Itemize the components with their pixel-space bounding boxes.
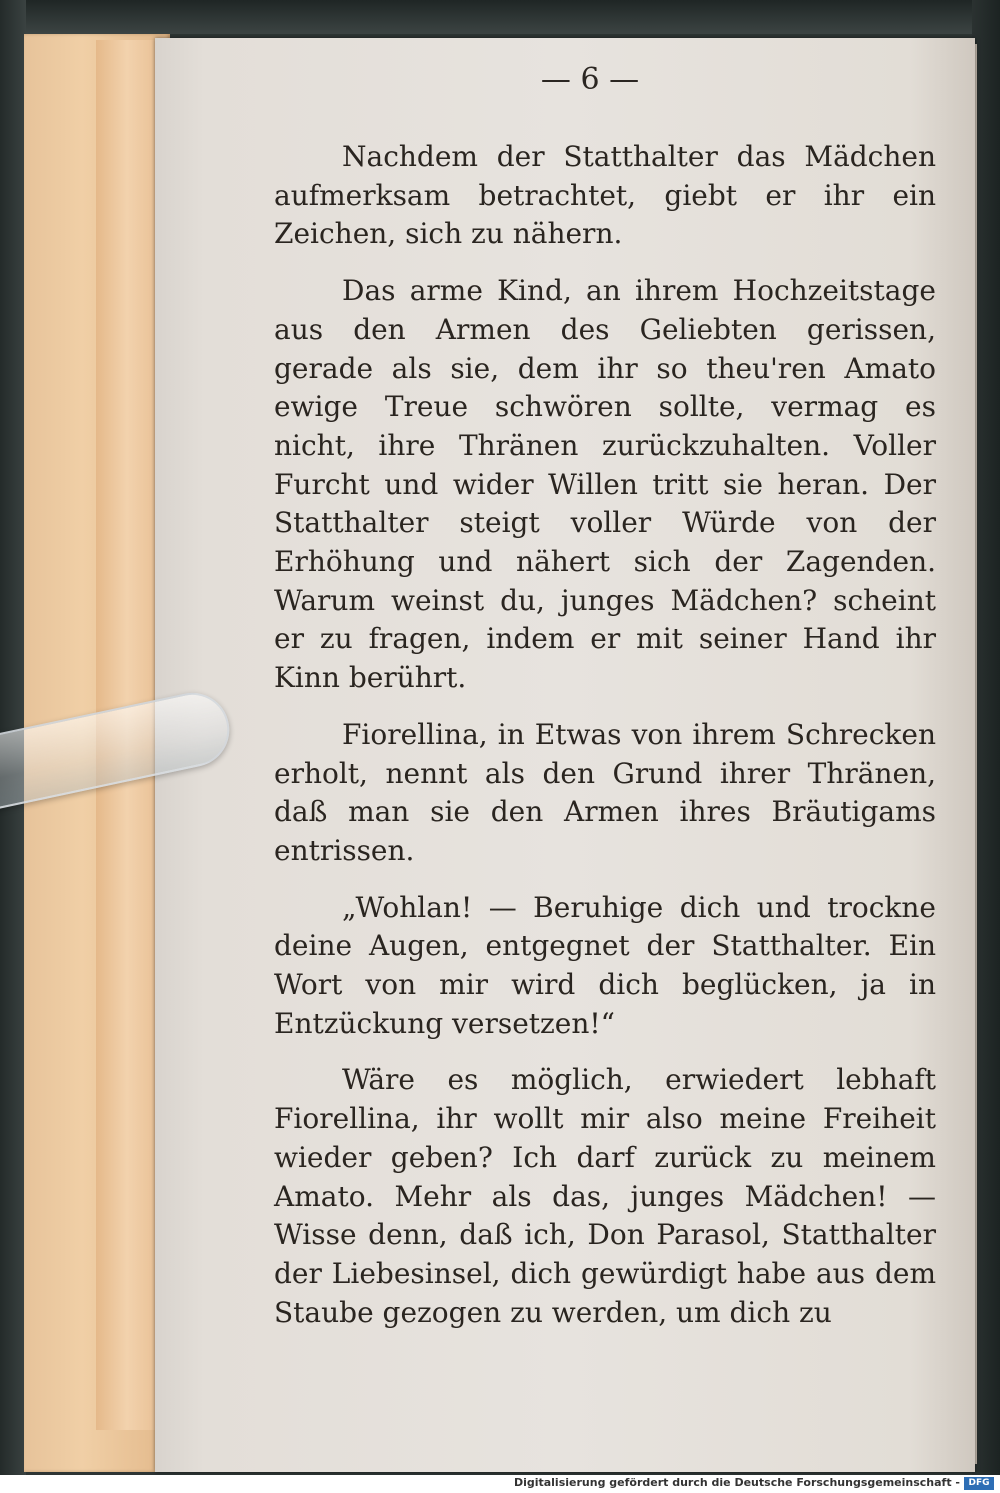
scan-footer <box>0 1475 1000 1493</box>
paragraph-4: „Wohlan! — Beruhige dich und trockne deine Augen, entgegnet der Statthalter. Ein Wort von mir wird dich beglücken, ja in Entzückung versetzen!“ <box>274 890 936 1040</box>
paragraph-3: Fiorellina, in Etwas von ihrem Schrecken erholt, nennt als den Grund ihrer Thränen, daß man sie den Armen ihres Bräutigams entrissen. <box>274 717 936 867</box>
dfg-logo-icon: DFG <box>964 1477 994 1490</box>
paragraph-1: Nachdem der Statthalter das Mädchen aufmerksam betrachtet, giebt er ihr ein Zeichen, sich zu nähern. <box>274 140 936 251</box>
scan-background-top <box>0 0 1000 34</box>
paragraph-5: Wäre es möglich, erwiedert lebhaft Fiorellina, ihr wollt mir also meine Freiheit wieder geben? Ich darf zurück zu meinem Amato. Mehr als das, junges Mädchen! — Wisse denn, daß ich, Don Parasol, Statthalter der Liebesinsel, dich gewürdigt habe aus dem Staube gezogen zu werden, um dich zu <box>274 1063 936 1329</box>
page-number: — 6 — <box>540 62 640 97</box>
paragraph-2: Das arme Kind, an ihrem Hochzeitstage aus den Armen des Geliebten gerissen, gerade als sie, dem ihr so theu'ren Amato ewige Treue schwören sollte, vermag es nicht, ihre Thränen zurückzuhalten. Voller Furcht und wider Willen tritt sie heran. Der Statthalter steigt voller Würde von der Erhöhung und nähert sich der Zagenden. Warum weinst du, junges Mädchen? scheint er zu fragen, indem er mit seiner Hand ihr Kinn berührt. <box>274 274 936 695</box>
footer-credit: Digitalisierung gefördert durch die Deutsche Forschungsgemeinschaft - <box>513 1476 960 1489</box>
page-text-block <box>274 138 936 1332</box>
